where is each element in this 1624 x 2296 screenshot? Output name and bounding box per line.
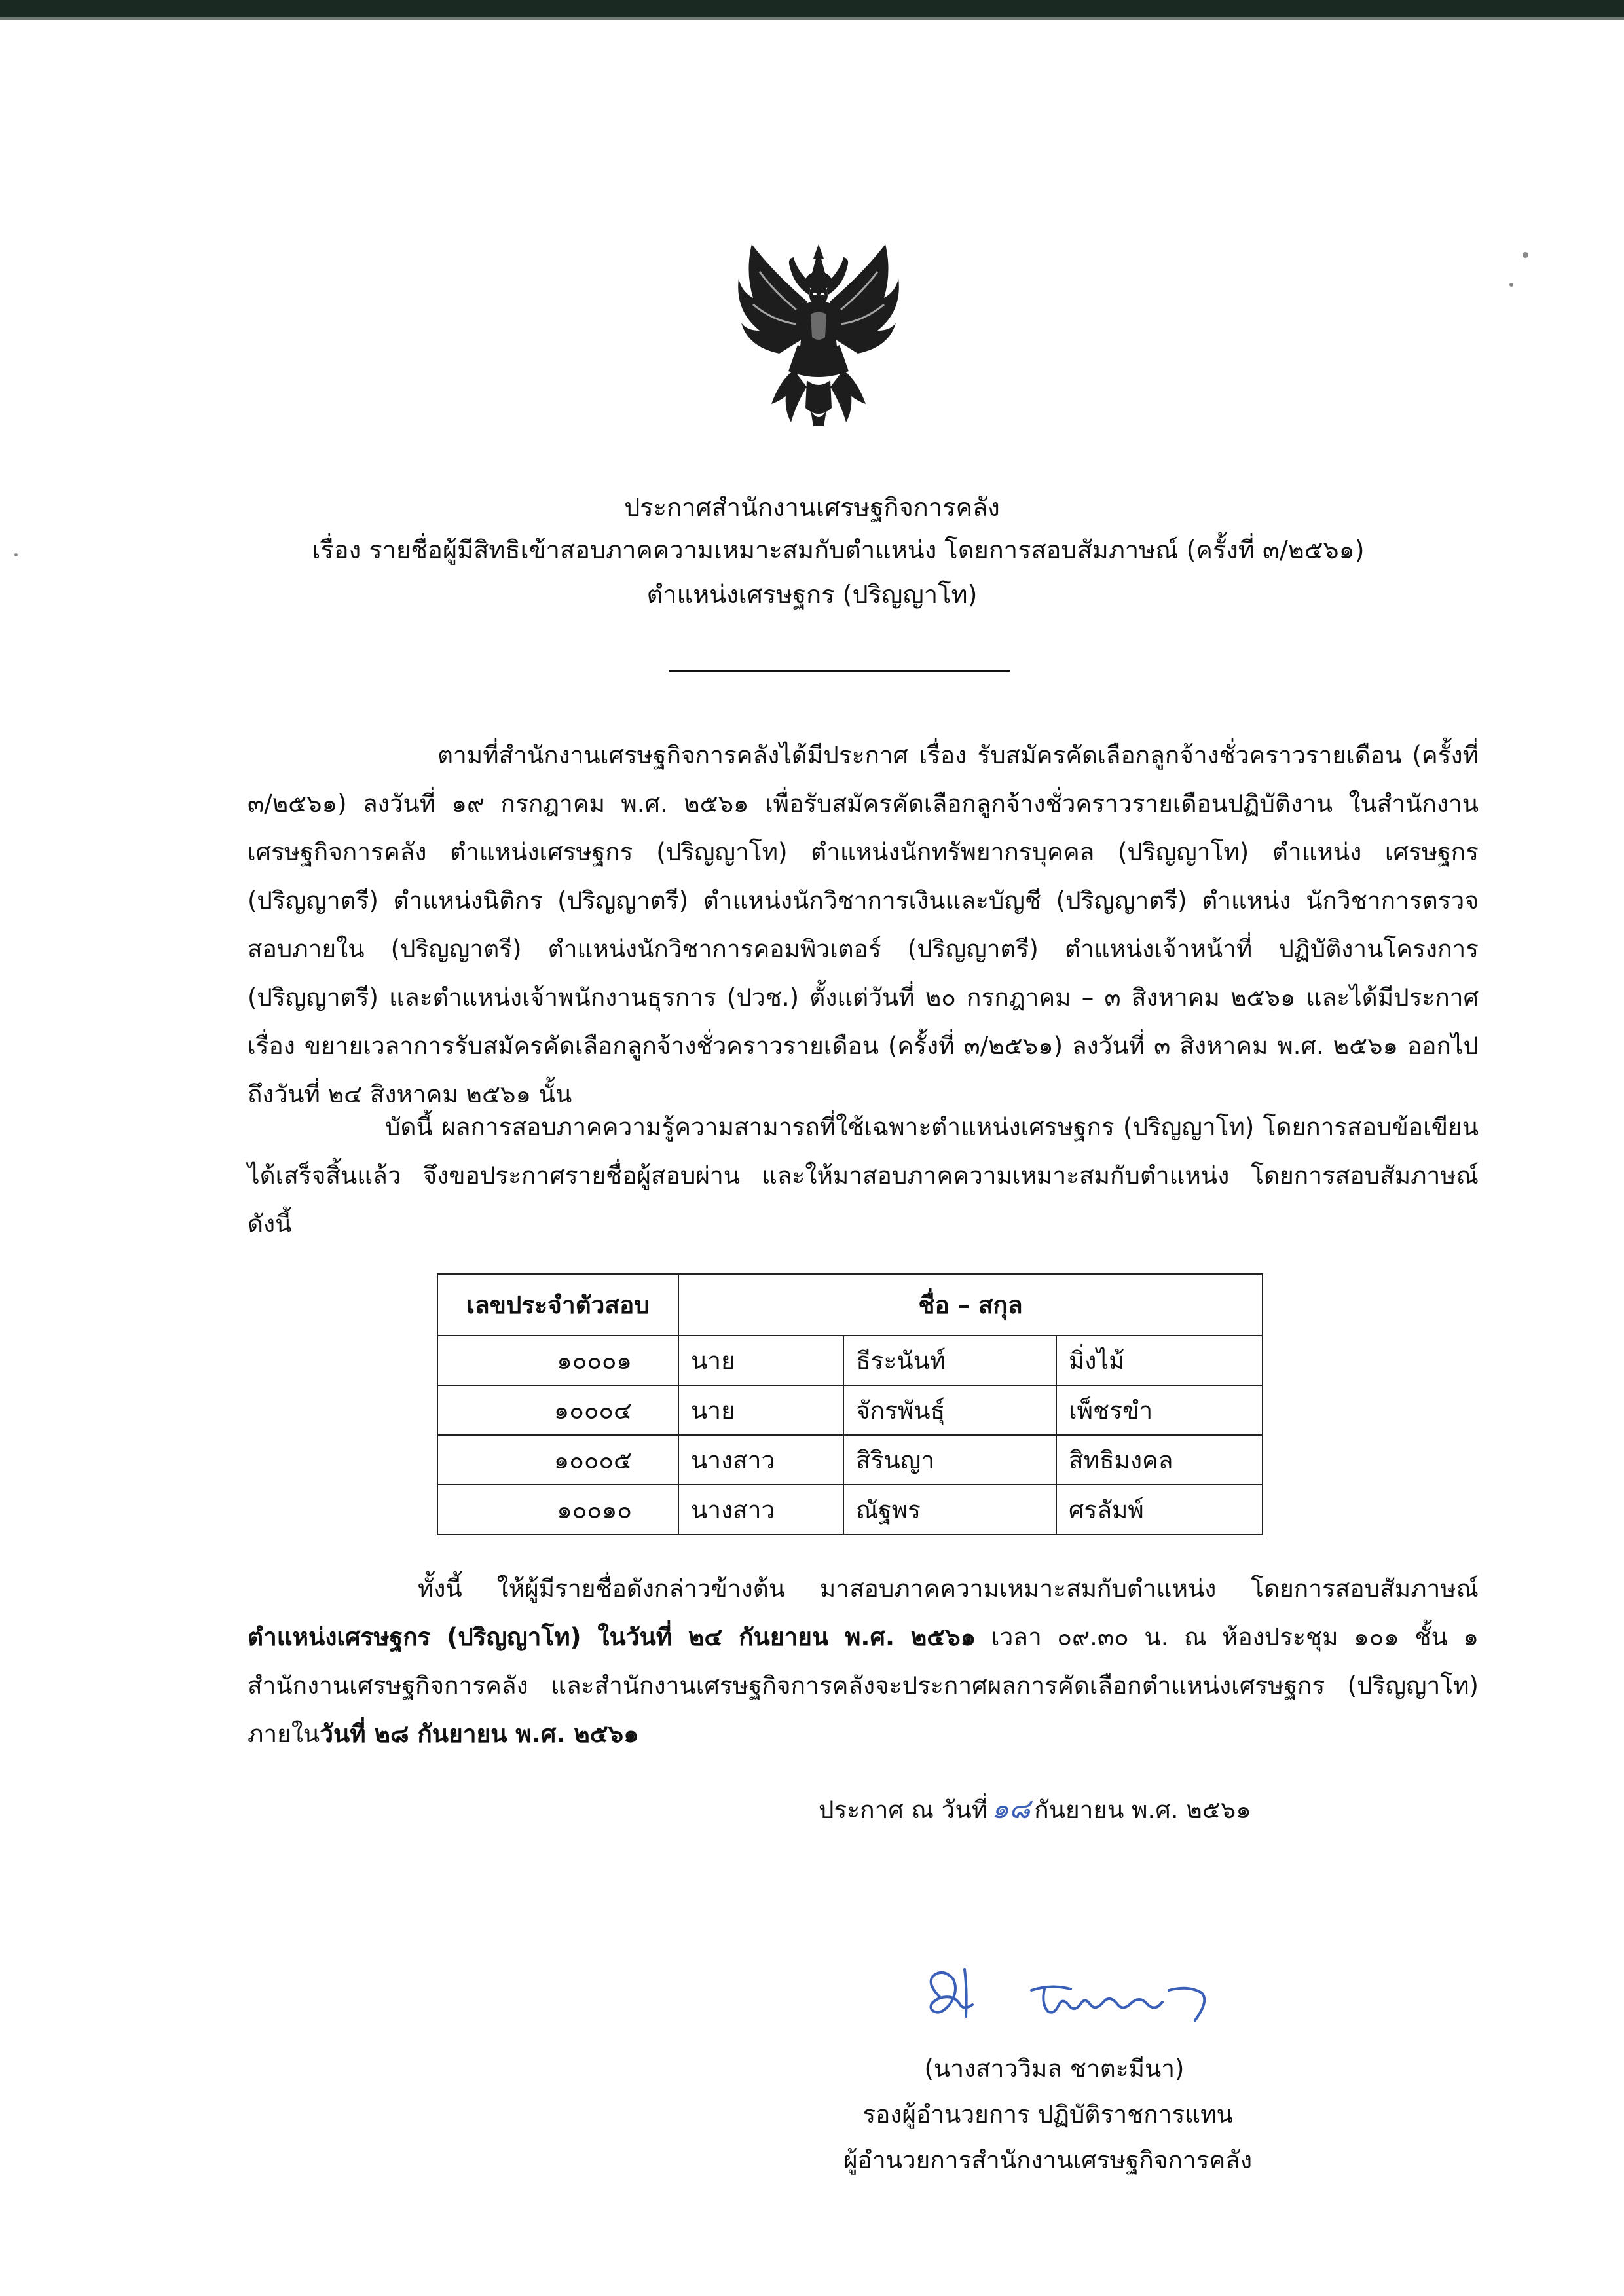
table-header-row xyxy=(437,1274,1263,1336)
paragraph-results: บัดนี้ ผลการสอบภาคความรู้ความสามารถที่ใช้เฉพาะตำแหน่งเศรษฐกร (ปริญญาโท) โดยการสอบข้อเขียนได้เสร็จสิ้นแล้ว จึงขอประกาศรายชื่อผู้สอบผ่าน และให้มาสอบภาคความเหมาะสมกับตำแหน่ง โดยการสอบสัมภาษณ์ ดังนี้ xyxy=(248,1113,1479,1238)
table-row xyxy=(437,1485,1263,1535)
table-row xyxy=(437,1385,1263,1435)
last-name-cell: ศรลัมพ์ xyxy=(1056,1485,1263,1535)
title-cell: นางสาว xyxy=(678,1435,843,1485)
signer-organization: ผู้อำนวยการสำนักงานเศรษฐกิจการคลัง xyxy=(843,2146,1253,2174)
scan-speck xyxy=(1509,283,1513,287)
paragraph-background: ตามที่สำนักงานเศรษฐกิจการคลังได้มีประกาศ เรื่อง รับสมัครคัดเลือกลูกจ้างชั่วคราวรายเดือน (ครั้งที่ ๓/๒๕๖๑) ลงวันที่ ๑๙ กรกฎาคม พ.ศ. ๒๕๖๑ เพื่อรับสมัครคัดเลือกลูกจ้างชั่วคราวรายเดือนปฏิบัติงาน ในสำนักงานเศรษฐกิจการคลัง ตำแหน่งเศรษฐกร (ปริญญาโท) ตำแหน่งนักทรัพยากรบุคคล (ปริญญาโท) ตำแหน่ง เศรษฐกร (ปริญญาตรี) ตำแหน่งนิติกร (ปริญญาตรี) ตำแหน่งนักวิชาการเงินและบัญชี (ปริญญาตรี) ตำแหน่ง นักวิชาการตรวจสอบภายใน (ปริญญาตรี) ตำแหน่งนักวิชาการคอมพิวเตอร์ (ปริญญาตรี) ตำแหน่งเจ้าหน้าที่ ปฏิบัติงานโครงการ (ปริญญาตรี) และตำแหน่งเจ้าพนักงานธุรการ (ปวช.) ตั้งแต่วันที่ ๒๐ กรกฎาคม – ๓ สิงหาคม ๒๕๖๑ และได้มีประกาศ เรื่อง ขยายเวลาการรับสมัครคัดเลือกลูกจ้างชั่วคราวรายเดือน (ครั้งที่ ๓/๒๕๖๑) ลงวันที่ ๓ สิงหาคม พ.ศ. ๒๕๖๑ ออกไปถึงวันที่ ๒๔ สิงหาคม ๒๕๖๑ นั้น xyxy=(248,741,1479,1108)
signer-position: รองผู้อำนวยการ ปฏิบัติราชการแทน xyxy=(862,2100,1233,2128)
first-name-cell: ธีระนันท์ xyxy=(843,1336,1056,1385)
announcement-dateline xyxy=(819,1787,1251,1831)
exam-id-cell: ๑๐๐๐๔ xyxy=(437,1385,678,1435)
first-name-cell: ณัฐพร xyxy=(843,1485,1056,1535)
heading-divider xyxy=(669,670,1010,672)
exam-id-cell: ๑๐๐๑๐ xyxy=(437,1485,678,1535)
column-header-full-name: ชื่อ – สกุล xyxy=(678,1274,1263,1336)
last-name-cell: มิ่งไม้ xyxy=(1056,1336,1263,1385)
signature-icon xyxy=(913,1964,1254,2030)
schedule-result-date: วันที่ ๒๘ กันยายน พ.ศ. ๒๕๖๑ xyxy=(320,1720,639,1748)
table-row xyxy=(437,1336,1263,1385)
last-name-cell: สิทธิมงคล xyxy=(1056,1435,1263,1485)
announcement-title: ประกาศสำนักงานเศรษฐกิจการคลัง xyxy=(624,493,1000,522)
title-cell: นาย xyxy=(678,1385,843,1435)
scan-top-edge xyxy=(0,0,1624,17)
schedule-text-1: ทั้งนี้ ให้ผู้มีรายชื่อดังกล่าวข้างต้น มาสอบภาคความเหมาะสมกับตำแหน่ง โดยการสอบสัมภาษณ์ xyxy=(418,1575,1479,1603)
column-header-exam-id: เลขประจำตัวสอบ xyxy=(437,1274,678,1336)
candidate-table xyxy=(437,1273,1263,1535)
announcement-subject: เรื่อง รายชื่อผู้มีสิทธิเข้าสอบภาคความเหมาะสมกับตำแหน่ง โดยการสอบสัมภาษณ์ (ครั้งที่ ๓/๒๕๖๑) xyxy=(312,536,1365,564)
dateline-suffix: กันยายน พ.ศ. ๒๕๖๑ xyxy=(1034,1796,1251,1824)
title-cell: นาย xyxy=(678,1336,843,1385)
dateline-prefix: ประกาศ ณ วันที่ xyxy=(819,1796,988,1824)
announcement-position: ตำแหน่งเศรษฐกร (ปริญญาโท) xyxy=(646,580,978,609)
scan-speck xyxy=(1522,252,1528,258)
signer-name: (นางสาววิมล ชาตะมีนา) xyxy=(924,2054,1185,2083)
scan-speck xyxy=(14,553,18,556)
first-name-cell: จักรพันธุ์ xyxy=(843,1385,1056,1435)
exam-id-cell: ๑๐๐๐๕ xyxy=(437,1435,678,1485)
table-row xyxy=(437,1435,1263,1485)
first-name-cell: สิรินญา xyxy=(843,1435,1056,1485)
dateline-day-handwritten: ๑๘ xyxy=(991,1793,1031,1825)
garuda-emblem-icon xyxy=(733,232,904,429)
exam-id-cell: ๑๐๐๐๑ xyxy=(437,1336,678,1385)
last-name-cell: เพ็ชรขำ xyxy=(1056,1385,1263,1435)
title-cell: นางสาว xyxy=(678,1485,843,1535)
paragraph-interview-schedule xyxy=(248,1565,1479,1758)
schedule-interview-date: ตำแหน่งเศรษฐกร (ปริญญาโท) ในวันที่ ๒๔ กันยายน พ.ศ. ๒๕๖๑ xyxy=(248,1623,976,1651)
schedule-text-2: เวลา ๐๙.๓๐ น. ณ ห้องประชุม ๑๐๑ ชั้น ๑ สำนักงานเศรษฐกิจการคลัง และสำนักงานเศรษฐกิจการคลังจะประกาศผลการคัดเลือกตำแหน่งเศรษฐกร (ปริญญาโท) ภายใน xyxy=(248,1623,1479,1748)
